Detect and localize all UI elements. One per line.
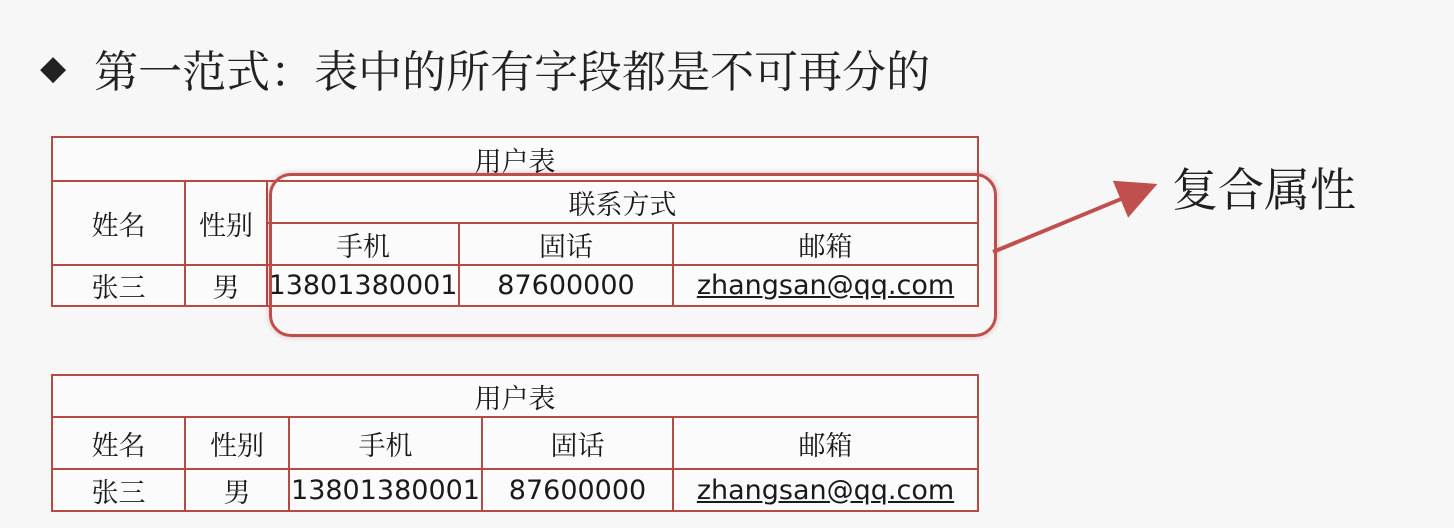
- table-caption: 用户表: [52, 375, 978, 417]
- header-name: 姓名: [52, 417, 185, 469]
- cell-phone: 13801380001: [289, 469, 482, 511]
- header-email: 邮箱: [673, 223, 978, 265]
- header-gender: 性别: [185, 181, 267, 265]
- cell-name: 张三: [52, 265, 185, 306]
- diamond-bullet-icon: ◆: [40, 48, 67, 88]
- header-tel: 固话: [482, 417, 673, 469]
- slide-title-text: 第一范式：表中的所有字段都是不可再分的: [94, 47, 931, 98]
- cell-tel: 87600000: [482, 469, 673, 511]
- cell-phone: 13801380001: [267, 265, 459, 306]
- user-table-flat: [51, 374, 979, 512]
- cell-gender: 男: [185, 469, 289, 511]
- composite-attribute-label: 复合属性: [1172, 163, 1356, 217]
- header-phone: 手机: [267, 223, 459, 265]
- cell-gender: 男: [185, 265, 267, 306]
- cell-name: 张三: [52, 469, 185, 511]
- table-caption: 用户表: [52, 137, 978, 181]
- cell-email: zhangsan@qq.com: [673, 469, 978, 511]
- header-gender: 性别: [185, 417, 289, 469]
- table-row: [52, 469, 978, 511]
- header-email: 邮箱: [673, 417, 978, 469]
- header-name: 姓名: [52, 181, 185, 265]
- header-phone: 手机: [289, 417, 482, 469]
- header-contact-group: 联系方式: [267, 181, 978, 223]
- cell-email: zhangsan@qq.com: [673, 265, 978, 306]
- header-tel: 固话: [459, 223, 673, 265]
- cell-tel: 87600000: [459, 265, 673, 306]
